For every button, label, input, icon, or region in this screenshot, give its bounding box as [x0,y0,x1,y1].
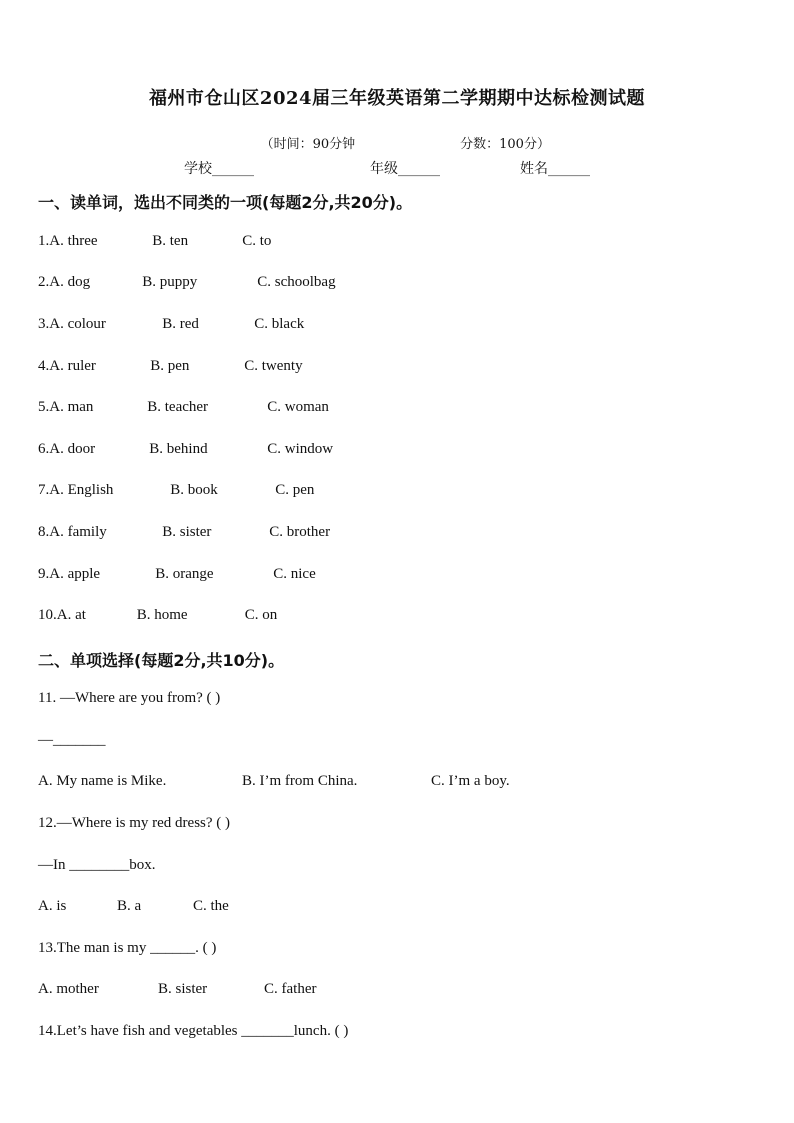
question-3: 3.A. colour B. red C. black [38,316,305,332]
option-c: C. father [264,981,317,997]
option-a: A. family [49,524,107,540]
option-c: C. window [267,441,334,457]
question-13-stem: 13.The man is my ______. ( ) [38,940,217,956]
name-field: 姓名______ [520,161,590,177]
question-10: 10.A. at B. home C. on [38,607,278,623]
option-c: C. twenty [244,358,303,374]
option-b: B. I’m from China. [242,773,358,789]
question-14-stem: 14.Let’s have fish and vegetables _______lunch. ( ) [38,1023,349,1039]
option-b: B. teacher [147,399,209,415]
question-1: 1.A. three B. ten C. to [38,233,272,249]
option-b: B. pen [150,358,190,374]
question-5: 5.A. man B. teacher C. woman [38,399,329,415]
grade-field: 年级______ [370,161,440,177]
option-c: C. brother [269,524,331,540]
section-heading-2: 二、单项选择(每题2分,共10分)。 [38,651,285,670]
question-11-answer-blank: —_______ [38,732,106,748]
option-b: B. sister [158,981,208,997]
exam-score: 分数：100分） [460,137,550,152]
option-c: C. black [254,316,305,332]
question-11-stem: 11. —Where are you from? ( ) [38,690,221,706]
school-field: 学校______ [184,161,254,177]
option-b: B. ten [152,233,189,249]
option-b: B. orange [155,566,214,582]
option-c: C. the [193,898,229,914]
option-a: A. ruler [49,358,96,374]
question-11-options [38,773,510,790]
section-heading-1: 一、读单词，选出不同类的一项(每题2分,共20分)。 [38,193,413,212]
option-a: A. three [49,233,98,249]
option-a: A. My name is Mike. [38,773,167,789]
option-c: C. I’m a boy. [431,773,510,789]
option-a: A. door [49,441,96,457]
option-b: B. a [117,898,142,914]
option-b: B. puppy [142,274,198,290]
question-8: 8.A. family B. sister C. brother [38,524,331,540]
question-9: 9.A. apple B. orange C. nice [38,566,316,582]
option-a: A. apple [49,566,101,582]
question-7: 7.A. English B. book C. pen [38,482,315,498]
question-12-options [38,898,229,915]
exam-time: （时间：90分钟 [260,137,356,152]
option-b: B. home [136,607,188,623]
option-b: B. book [170,482,218,498]
option-c: C. nice [273,566,316,582]
option-c: C. woman [267,399,329,415]
option-a: A. dog [49,274,91,290]
option-c: C. schoolbag [257,274,336,290]
question-13-options [38,981,316,998]
option-c: C. pen [275,482,315,498]
option-b: B. sister [162,524,212,540]
question-12-stem: 12.—Where is my red dress? ( ) [38,815,231,831]
option-b: B. behind [149,441,208,457]
option-a: A. English [49,482,114,498]
page-title: 福州市仓山区2024届三年级英语第二学期期中达标检测试题 [148,88,646,109]
option-c: C. on [244,607,278,623]
question-2: 2.A. dog B. puppy C. schoolbag [38,274,336,290]
option-a: A. man [49,399,94,415]
option-b: B. red [162,316,199,332]
option-c: C. to [242,233,272,249]
option-a: A. at [56,607,86,623]
option-a: A. colour [49,316,106,332]
option-a: A. is [38,898,67,914]
question-12-answer-blank: —In ________box. [38,857,156,873]
question-6: 6.A. door B. behind C. window [38,441,334,457]
option-a: A. mother [38,981,99,997]
question-4: 4.A. ruler B. pen C. twenty [38,358,303,374]
